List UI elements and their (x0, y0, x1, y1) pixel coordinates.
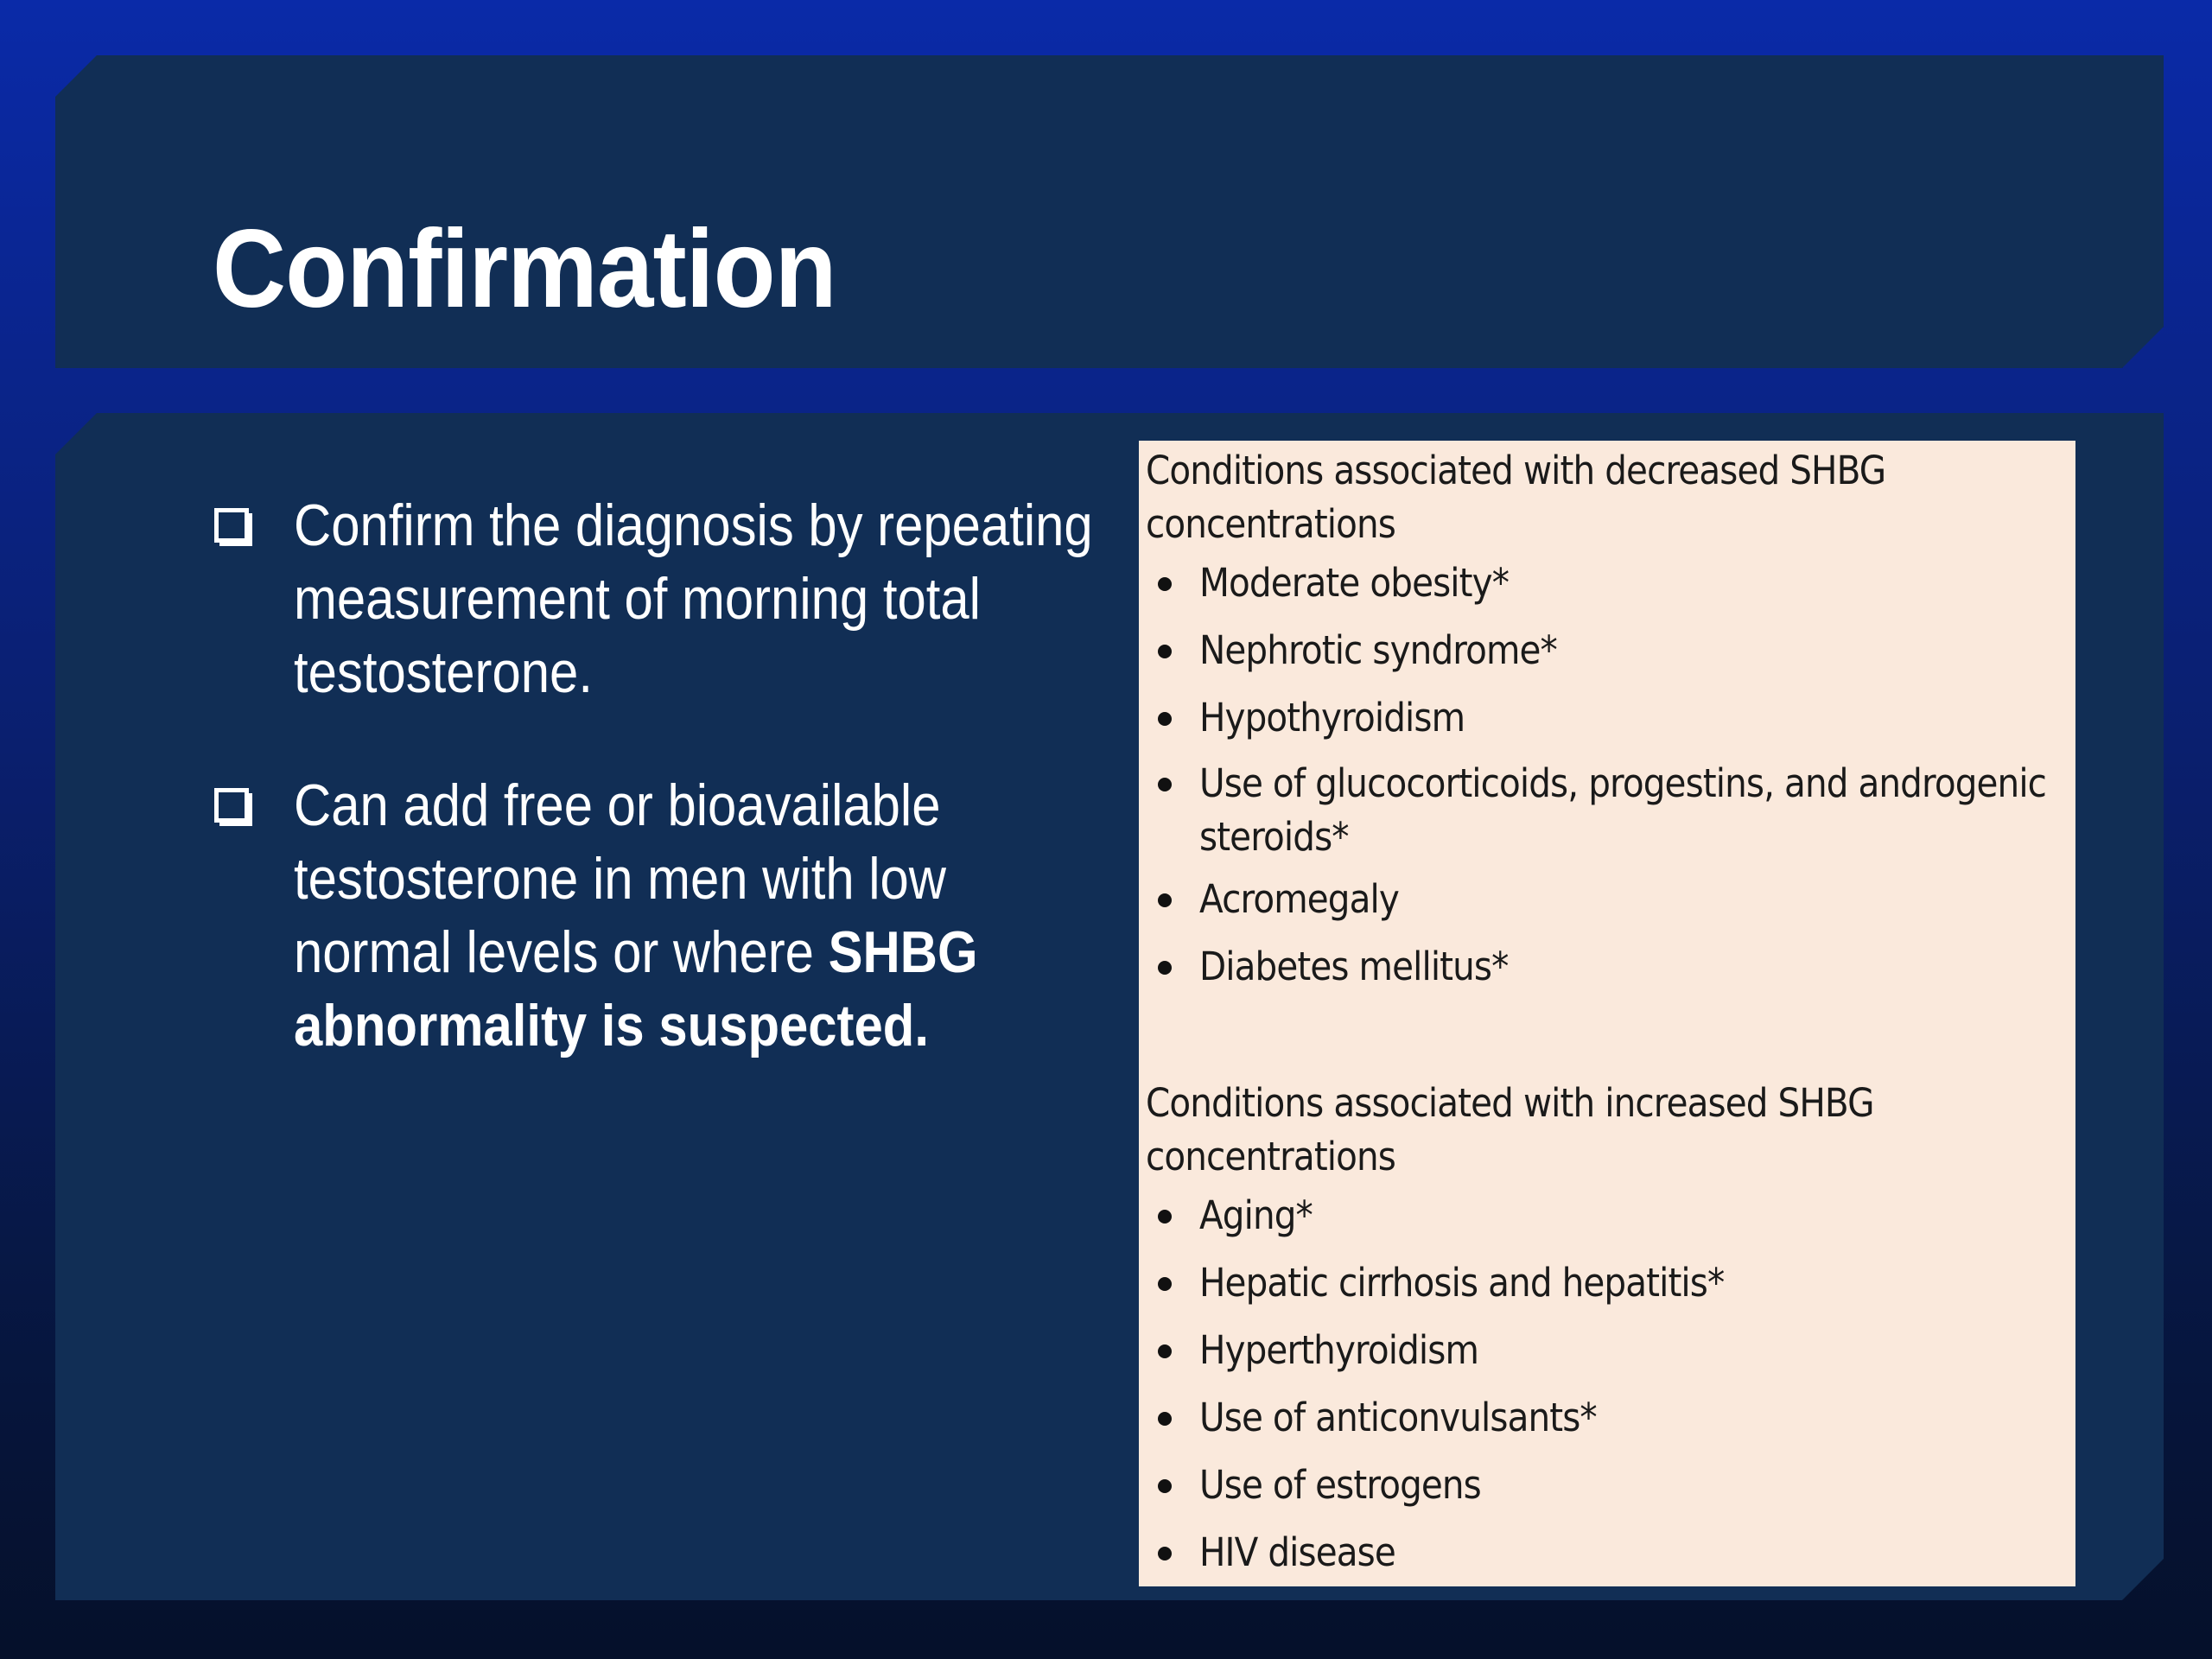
checkbox-bullet-icon (214, 788, 249, 823)
bullet-confirm-diagnosis (214, 489, 1093, 709)
list-item: Hyperthyroidism (1146, 1324, 2075, 1377)
list-item: Use of estrogens (1146, 1459, 2075, 1512)
list-item: Moderate obesity* (1146, 556, 2075, 610)
list-item: Nephrotic syndrome* (1146, 624, 2075, 677)
bullet-text-bold: SHBG abnormality is suspected. (294, 919, 978, 1058)
bullet-text: Confirm the diagnosis by repeating measurement of morning total testosterone. (294, 493, 1093, 705)
list-item: HIV disease (1146, 1526, 2075, 1580)
bullet-dot-icon (1158, 577, 1172, 591)
increased-shbg-heading: Conditions associated with increased SHBG concentrations (1146, 1080, 1874, 1179)
list-item: Use of glucocorticoids, progestins, and androgenic steroids* (1146, 757, 2075, 864)
bullet-free-testosterone (214, 769, 1078, 1063)
list-item: Acromegaly (1146, 873, 2075, 926)
bullet-dot-icon (1158, 893, 1172, 907)
bullet-text-plain: Can add free or bioavailable testosterone in men with low normal levels or where (294, 772, 947, 985)
decreased-shbg-heading: Conditions associated with decreased SHBG concentrations (1146, 448, 1886, 547)
bullet-dot-icon (1158, 1277, 1172, 1291)
slide-title: Confirmation (213, 207, 836, 331)
shbg-conditions-table (1139, 441, 2075, 1586)
bullet-dot-icon (1158, 1547, 1172, 1560)
bullet-dot-icon (1158, 1412, 1172, 1426)
bullet-dot-icon (1158, 1210, 1172, 1224)
bullet-dot-icon (1158, 961, 1172, 975)
checkbox-bullet-icon (214, 508, 249, 543)
bullet-dot-icon (1158, 712, 1172, 726)
list-item: Aging* (1146, 1189, 2075, 1243)
list-item: Hepatic cirrhosis and hepatitis* (1146, 1256, 2075, 1310)
bullet-text (294, 769, 1115, 1063)
bullet-dot-icon (1158, 645, 1172, 658)
bullet-dot-icon (1158, 1344, 1172, 1358)
bullet-dot-icon (1158, 778, 1172, 791)
list-item: Hypothyroidism (1146, 691, 2075, 745)
list-item: Diabetes mellitus* (1146, 940, 2075, 994)
list-item: Use of anticonvulsants* (1146, 1391, 2075, 1445)
bullet-dot-icon (1158, 1479, 1172, 1493)
